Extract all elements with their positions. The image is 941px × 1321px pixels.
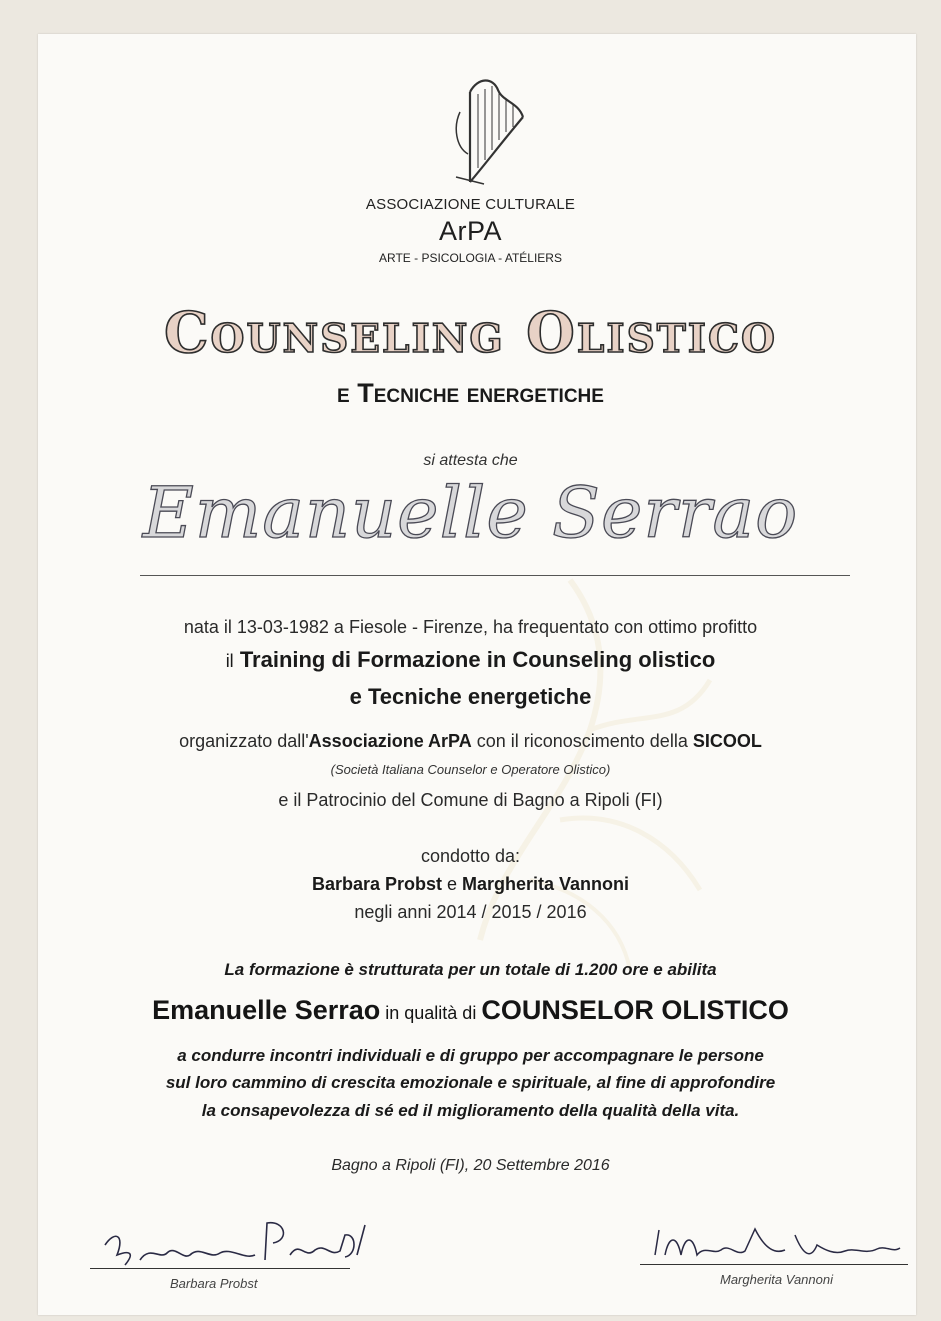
training-title-line-1: [0, 647, 941, 673]
attesta-label: si attesta che: [423, 452, 518, 469]
qualification-mid: in qualità di: [380, 1003, 482, 1023]
signature-left-name: Barbara Probst: [170, 1276, 258, 1291]
purpose-line-1: a condurre incontri individuali e di gruppo per accompagnare le persone: [177, 1046, 764, 1065]
conductor-1: Barbara Probst: [311, 874, 442, 894]
qualification-title: COUNSELOR OLISTICO: [481, 995, 789, 1025]
signature-left-line: [90, 1268, 350, 1269]
signature-right-name: Margherita Vannoni: [720, 1272, 833, 1287]
patrocinio-line: e il Patrocinio del Comune di Bagno a Ripoli (FI): [278, 790, 663, 810]
sicool-full-name: (Società Italiana Counselor e Operatore Olistico): [330, 762, 611, 777]
association-label: ASSOCIAZIONE CULTURALE: [365, 196, 576, 213]
purpose-line-2: sul loro cammino di crescita emozionale e spirituale, al fine di approfondire: [165, 1073, 776, 1092]
organized-sicool: SICOOL: [692, 731, 762, 751]
association-name: ArPA: [438, 216, 502, 246]
condotto-label: condotto da:: [420, 846, 521, 866]
organized-line: [0, 731, 941, 752]
conductor-2: Margherita Vannoni: [462, 874, 630, 894]
name-underline: [140, 575, 850, 576]
signature-right-scribble: [645, 1215, 910, 1275]
years-line: negli anni 2014 / 2015 / 2016: [354, 902, 587, 922]
birth-line: nata il 13-03-1982 a Fiesole - Firenze, ha frequentato con ottimo profitto: [183, 617, 758, 637]
signature-left-scribble: [95, 1215, 385, 1275]
organized-prefix: organizzato dall': [179, 731, 309, 751]
training-prefix: il: [225, 651, 234, 671]
qualification-line: [0, 995, 941, 1026]
formation-line: La formazione è strutturata per un totale di 1.200 ore e abilita: [224, 960, 717, 979]
organized-mid: con il riconoscimento della: [471, 731, 693, 751]
place-date: Bagno a Ripoli (FI), 20 Settembre 2016: [331, 1157, 610, 1174]
qualification-name: Emanuelle Serrao: [152, 995, 381, 1025]
certificate-title: Counseling Olistico: [163, 300, 778, 366]
training-title-line-2: e Tecniche energetiche: [349, 684, 592, 709]
training-title-1: Training di Formazione in Counseling olistico: [239, 647, 716, 672]
conductors-line: [0, 874, 941, 895]
purpose-line-3: la consapevolezza di sé ed il miglioramento della qualità della vita.: [201, 1101, 740, 1120]
arpa-harp-logo: [448, 72, 528, 192]
conductor-joiner: e: [442, 874, 463, 894]
organized-assoc: Associazione ArPA: [308, 731, 472, 751]
certificate-subtitle: e Tecniche energetiche: [337, 378, 604, 408]
signature-right-line: [640, 1264, 908, 1265]
recipient-name: Emanuelle Serrao: [142, 472, 799, 554]
association-tagline: ARTE - PSICOLOGIA - ATÉLIERS: [379, 251, 562, 265]
